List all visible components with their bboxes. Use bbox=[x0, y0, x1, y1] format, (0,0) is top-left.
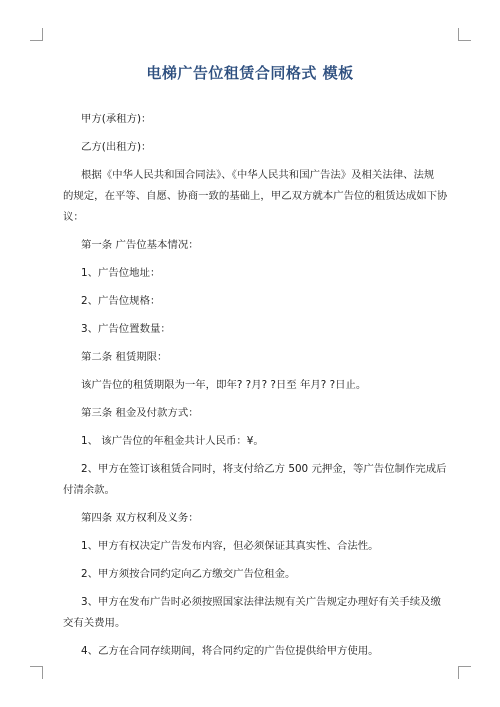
paragraph-item bbox=[63, 319, 441, 340]
text-line: 根据《中华人民共和国合同法》、《中华人民共和国广告法》及相关法律、法规 bbox=[81, 169, 435, 181]
crop-mark-top-left bbox=[30, 28, 43, 41]
text-line: 的规定，在平等、自愿、协商一致的基础上，甲乙双方就本广告位的租赁达成如下协 bbox=[63, 190, 448, 202]
text-line: 3、甲方在发布广告时必须按照国家法律法规有关广告规定办理好有关手续及缴 bbox=[81, 596, 441, 608]
text-line: 付清余款。 bbox=[63, 484, 115, 496]
text-line: 1、广告位地址： bbox=[81, 267, 161, 279]
section-heading-2 bbox=[63, 347, 441, 368]
text-line: 2、甲方须按合同约定向乙方缴交广告位租金。 bbox=[81, 568, 296, 580]
paragraph-item bbox=[63, 263, 441, 284]
paragraph-item bbox=[63, 536, 441, 557]
document-title: 电梯广告位租赁合同格式 模板 bbox=[146, 64, 354, 82]
paragraph-item bbox=[63, 592, 441, 634]
paragraph-item bbox=[63, 641, 441, 662]
text-line: 交有关费用。 bbox=[63, 617, 126, 629]
text-line: 2、广告位规格： bbox=[81, 295, 161, 307]
crop-mark-bottom-left bbox=[30, 666, 43, 679]
crop-mark-bottom-right bbox=[458, 666, 471, 679]
paragraph-item bbox=[63, 431, 441, 452]
section-heading-1 bbox=[63, 235, 441, 256]
text-line: 1、 该广告位的年租金共计人民币：¥。 bbox=[81, 435, 264, 447]
crop-mark-top-right bbox=[458, 28, 471, 41]
text-line: 甲方(承租方)： bbox=[81, 113, 152, 125]
section-heading-3 bbox=[63, 403, 441, 424]
section-heading-4 bbox=[63, 508, 441, 529]
paragraph-item bbox=[63, 375, 441, 396]
text-line: 乙方(出租方)： bbox=[81, 141, 152, 153]
text-line: 第三条 租金及付款方式： bbox=[81, 407, 199, 419]
text-line: 第四条 双方权利及义务： bbox=[81, 512, 199, 524]
paragraph-item bbox=[63, 459, 447, 501]
text-line: 议： bbox=[63, 211, 84, 223]
text-line: 2、甲方在签订该租赁合同时，将支付给乙方 500 元押金，等广告位制作完成后 bbox=[81, 463, 447, 475]
text-line: 4、乙方在合同存续期间，将合同约定的广告位提供给甲方使用。 bbox=[81, 645, 379, 657]
text-line: 3、广告位置数量： bbox=[81, 323, 171, 335]
paragraph-preamble bbox=[63, 165, 448, 228]
paragraph-party-b bbox=[63, 137, 441, 158]
text-line: 该广告位的租赁期限为一年，即年? ?月? ?日至 年月? ?日止。 bbox=[81, 379, 367, 391]
text-line: 第二条 租赁期限： bbox=[81, 351, 168, 363]
text-line: 第一条 广告位基本情况： bbox=[81, 239, 199, 251]
paragraph-item bbox=[63, 291, 441, 312]
paragraph-party-a bbox=[63, 109, 441, 130]
text-line: 1、甲方有权决定广告发布内容，但必须保证其真实性、合法性。 bbox=[81, 540, 379, 552]
paragraph-item bbox=[63, 564, 441, 585]
document-body bbox=[63, 109, 448, 662]
